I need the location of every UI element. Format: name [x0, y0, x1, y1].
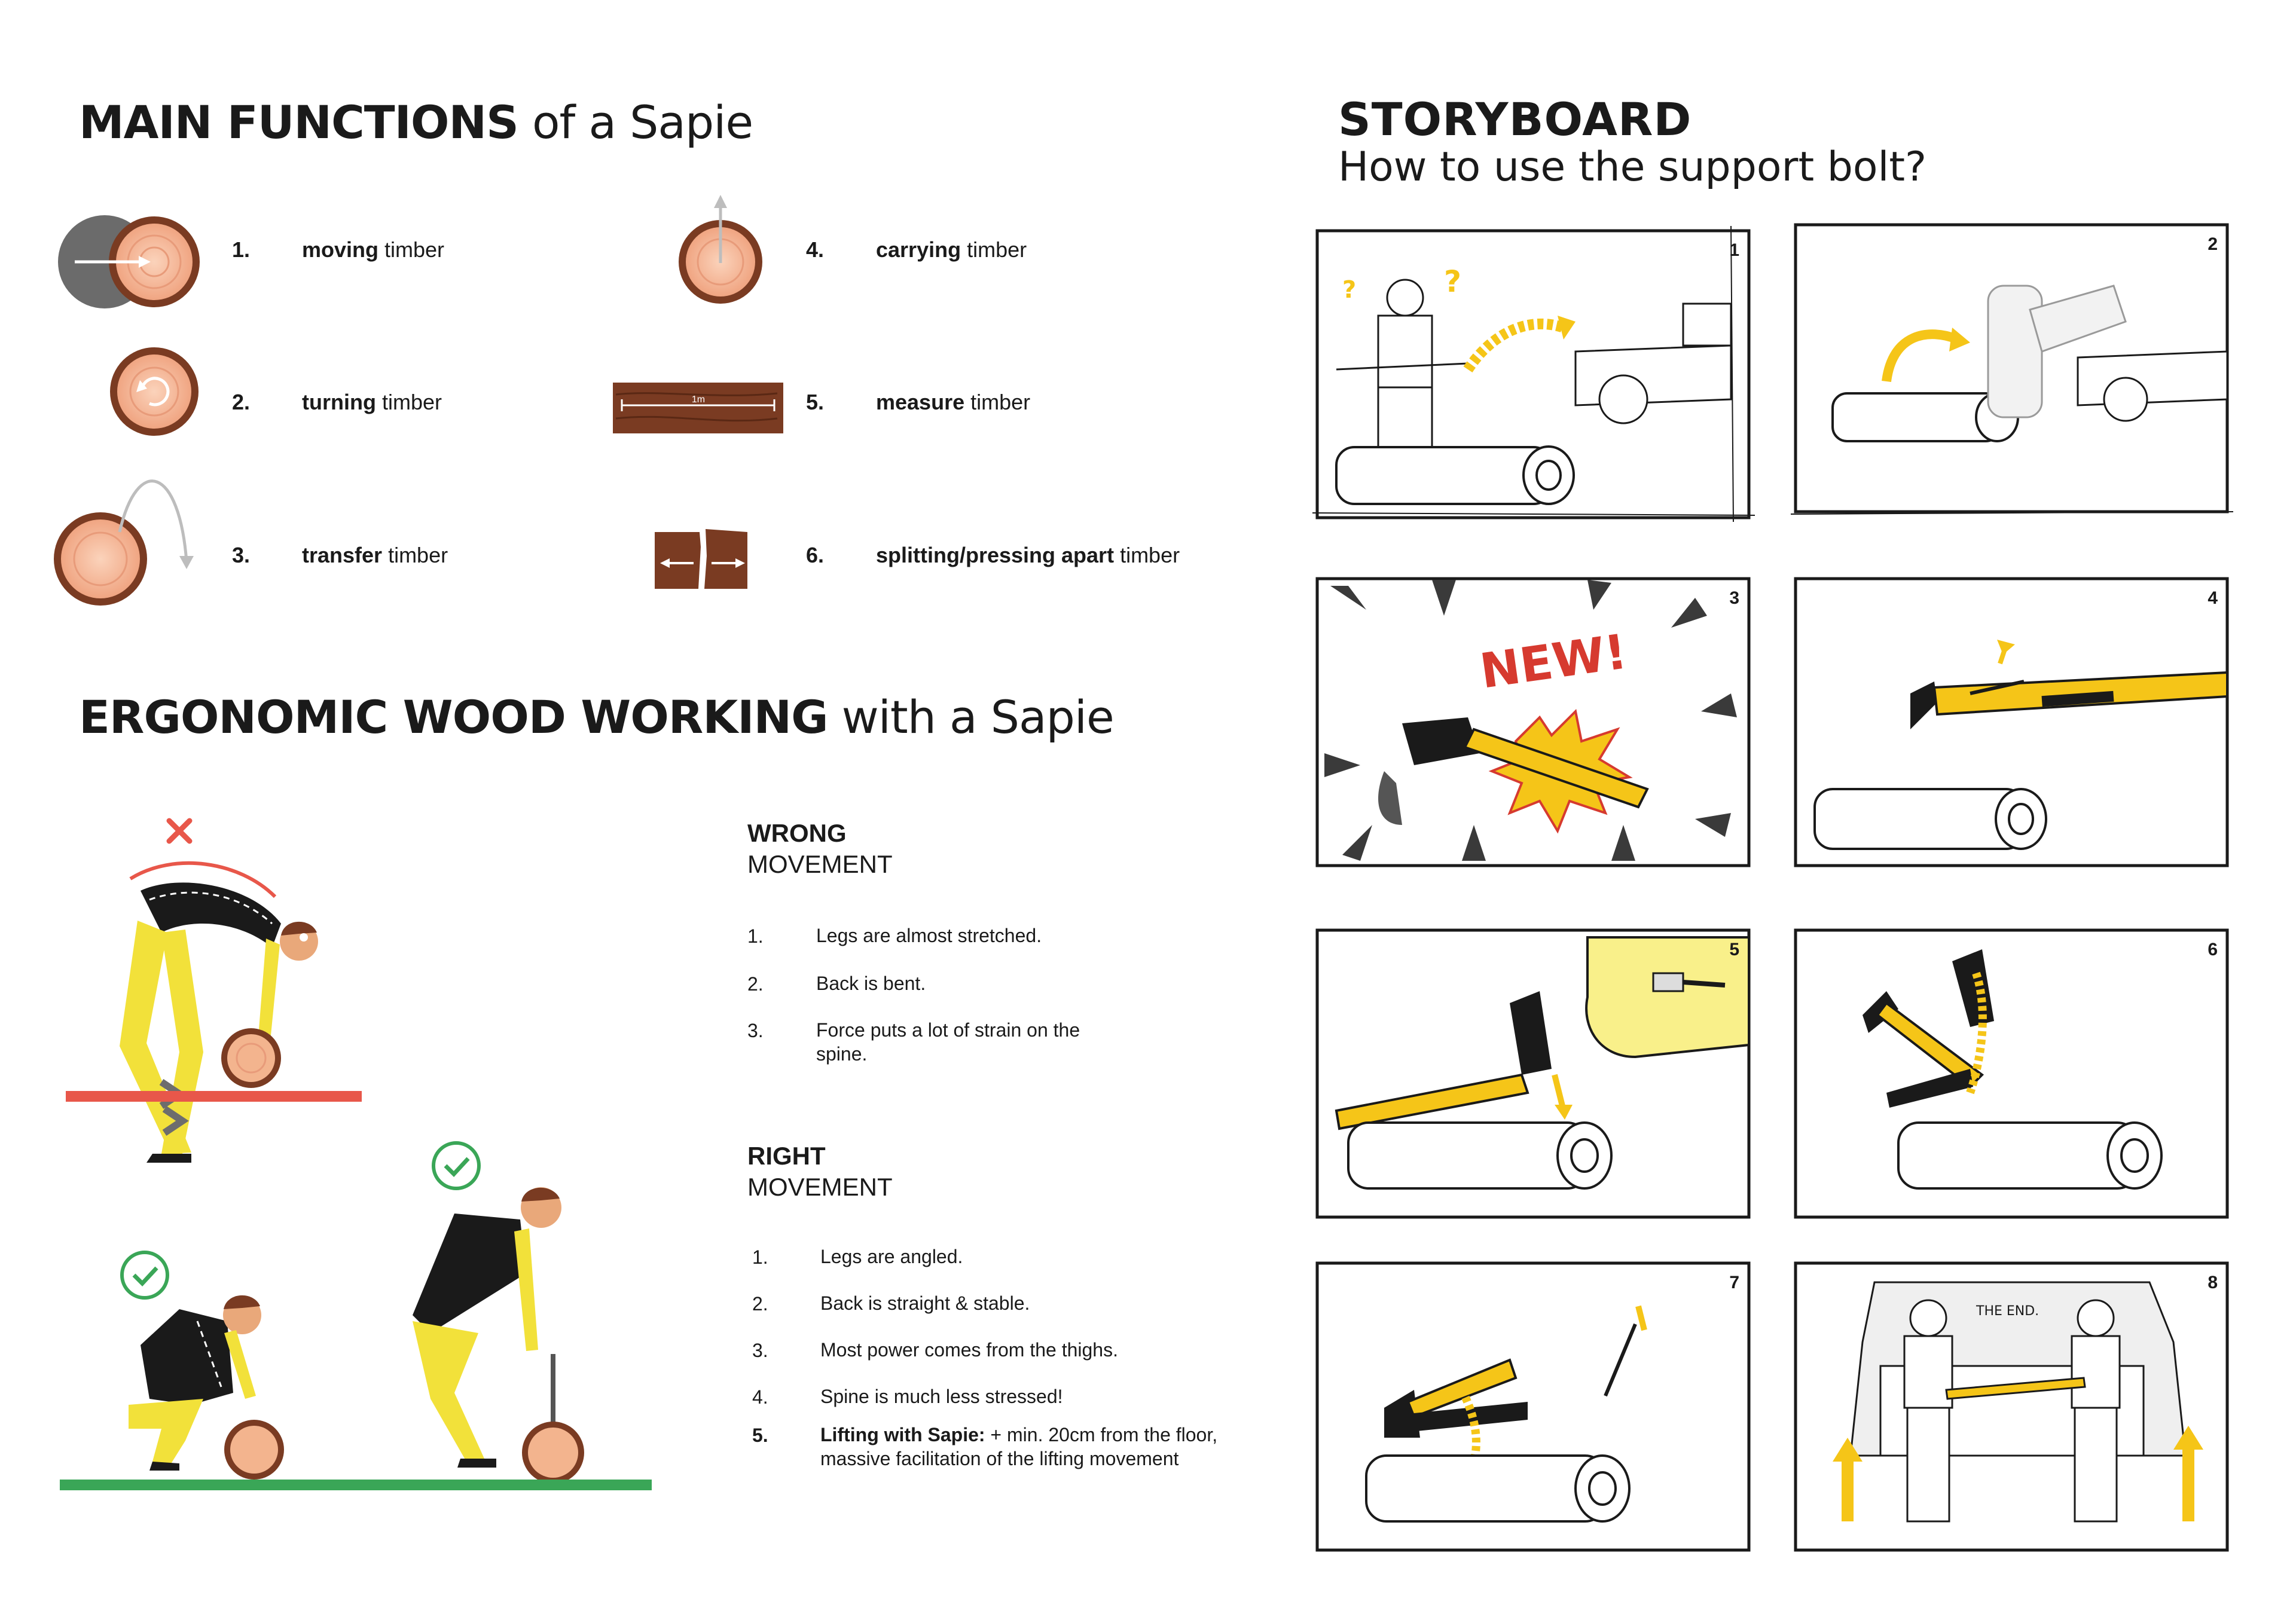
function-text-2: turning timber — [302, 390, 442, 414]
storyboard-panel-2 — [1791, 220, 2233, 516]
function-num-2: 2. — [232, 390, 251, 414]
function-text-6: splitting/pressing apart timber — [876, 543, 1180, 567]
splitting-timber-icon — [655, 529, 747, 589]
right-item-4: Spine is much less stressed! — [820, 1386, 1063, 1407]
wrong-item-3: Force puts a lot of strain on the spine. — [816, 1019, 1080, 1065]
panel-number-1: 1 — [1729, 240, 1739, 260]
sapie-tool-sketch-7 — [1384, 1360, 1528, 1438]
right-item-3: Most power comes from the thighs. — [820, 1339, 1118, 1361]
storyboard-subtitle: How to use the support bolt? — [1338, 143, 1927, 191]
ergonomics-heading: ERGONOMIC WOOD WORKING with a Sapie — [79, 690, 1114, 744]
panel-number-2: 2 — [2208, 234, 2218, 254]
log-sketch-7 — [1366, 1456, 1629, 1521]
truck-sketch — [1576, 304, 1731, 423]
right-item-5: Lifting with Sapie: + min. 20cm from the floor, massive facilitation of the lifting movement — [820, 1424, 1218, 1469]
storyboard-panel-7 — [1312, 1258, 1755, 1554]
right-stand-figure — [60, 1143, 652, 1490]
measure-timber-icon — [613, 383, 783, 433]
wrong-item-2: Back is bent. — [816, 973, 926, 994]
moving-timber-icon — [58, 215, 200, 308]
function-icons — [0, 0, 1256, 628]
wrong-movement-title: WRONG MOVEMENT — [747, 819, 893, 878]
function-num-3: 3. — [232, 543, 251, 567]
turning-timber-icon — [110, 347, 199, 436]
svg-text:?: ? — [1342, 276, 1357, 304]
check-icon — [122, 1252, 167, 1298]
the-end-caption: THE END. — [1976, 1304, 2039, 1319]
svg-text:?: ? — [1444, 264, 1462, 299]
carrying-timber-icon — [679, 195, 762, 304]
right-num-2: 2. — [752, 1293, 768, 1315]
measure-label: 1m — [691, 395, 706, 405]
panel-number-4: 4 — [2208, 588, 2218, 608]
new-caption: NEW! — [1476, 623, 1631, 699]
transfer-timber-icon — [54, 481, 194, 606]
function-text-1: moving timber — [302, 237, 445, 262]
right-num-1: 1. — [752, 1246, 768, 1268]
function-text-3: transfer timber — [302, 543, 448, 567]
sapie-tool-sketch-4 — [1910, 673, 2227, 729]
storyboard-panel-1 — [1312, 226, 1755, 522]
right-movement-title: RIGHT MOVEMENT — [747, 1142, 893, 1201]
truck-sketch-2 — [2078, 352, 2227, 421]
ergonomics-illustration — [0, 795, 688, 1512]
wrong-num-1: 1. — [747, 925, 764, 947]
check-icon-2 — [433, 1143, 479, 1188]
function-text-5: measure timber — [876, 390, 1031, 414]
panel-number-6: 6 — [2208, 940, 2218, 959]
log-sketch-5 — [1348, 1123, 1611, 1188]
right-item-1: Legs are angled. — [820, 1246, 963, 1267]
right-num-4: 4. — [752, 1386, 768, 1408]
confused-man-sketch — [1336, 280, 1468, 447]
main-functions-heading: MAIN FUNCTIONS of a Sapie — [79, 96, 753, 149]
function-text-4: carrying timber — [876, 237, 1027, 262]
log-sketch — [1336, 447, 1574, 504]
wrong-num-3: 3. — [747, 1020, 764, 1041]
storyboard-panel-4 — [1791, 574, 2233, 870]
wrong-posture-figure — [66, 821, 362, 1163]
log-sketch-4 — [1815, 789, 2046, 849]
storyboard-panel-5 — [1312, 925, 1755, 1221]
storyboard-panel-3 — [1312, 574, 1755, 870]
right-num-3: 3. — [752, 1340, 768, 1361]
log-sketch-6 — [1898, 1123, 2161, 1188]
panel-number-5: 5 — [1729, 940, 1739, 959]
storyboard-panel-6 — [1791, 925, 2233, 1221]
right-squat-figure — [122, 1252, 284, 1480]
panel-number-7: 7 — [1729, 1273, 1739, 1292]
panel-number-8: 8 — [2208, 1273, 2218, 1292]
panel-number-3: 3 — [1729, 588, 1739, 608]
wrong-item-1: Legs are almost stretched. — [816, 925, 1042, 946]
function-num-4: 4. — [806, 237, 825, 262]
function-num-5: 5. — [806, 390, 825, 414]
right-num-5: 5. — [752, 1425, 768, 1446]
right-item-2: Back is straight & stable. — [820, 1292, 1030, 1314]
wrong-num-2: 2. — [747, 973, 764, 995]
wrong-cross-icon — [169, 821, 190, 841]
sapie-tool-sketch-5 — [1336, 991, 1552, 1129]
storyboard-panel-8 — [1791, 1258, 2233, 1554]
function-num-1: 1. — [232, 237, 251, 262]
function-num-6: 6. — [806, 543, 825, 567]
storyboard-title: STORYBOARD — [1338, 93, 1692, 146]
